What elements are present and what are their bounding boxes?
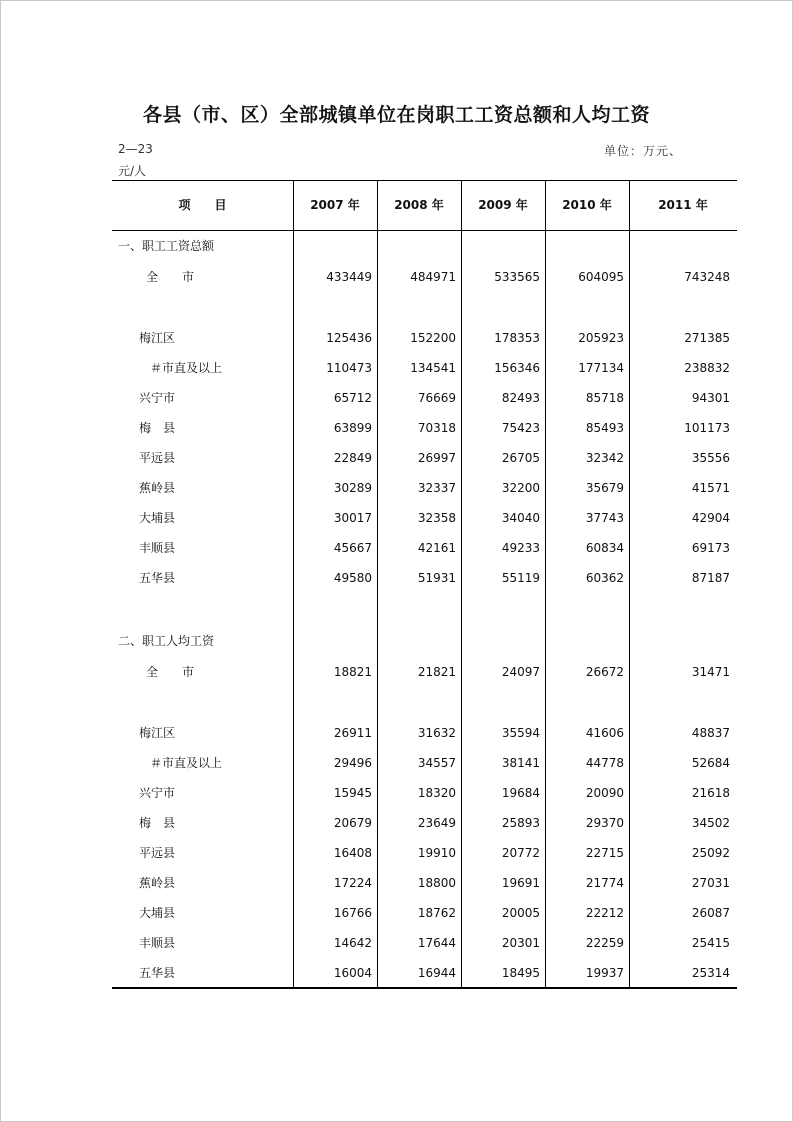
table-cell: 41606 [585, 726, 624, 740]
table-cell: 34557 [417, 756, 456, 770]
table-cell: 26672 [585, 665, 624, 679]
table-cell: 52684 [691, 756, 730, 770]
header-item: 项 目 [178, 198, 227, 212]
table-cell: 35594 [501, 726, 540, 740]
table-cell: 484971 [410, 270, 456, 284]
table-cell: 21618 [691, 786, 730, 800]
table-cell: 75423 [501, 421, 540, 435]
table-cell: 18495 [501, 966, 540, 980]
row-label: 梅 县 [139, 816, 176, 830]
header-year-2008: 2008 年 [394, 198, 444, 212]
header-year-2007: 2007 年 [310, 198, 360, 212]
table-cell: 32200 [501, 481, 540, 495]
table-cell: 25415 [691, 936, 730, 950]
section-heading: 一、职工工资总额 [118, 239, 215, 253]
table-cell: 29370 [585, 816, 624, 830]
table-cell: 26705 [501, 451, 540, 465]
table-cell: 18800 [417, 876, 456, 890]
row-label: 丰顺县 [139, 541, 176, 555]
table-cell: 82493 [501, 391, 540, 405]
table-cell: 20301 [501, 936, 540, 950]
table-cell: 85493 [585, 421, 624, 435]
table-cell: 29496 [333, 756, 372, 770]
table-cell: 101173 [684, 421, 730, 435]
table-number: 2—23 [118, 142, 153, 156]
row-label: 梅江区 [139, 331, 176, 345]
page-title: 各县（市、区）全部城镇单位在岗职工工资总额和人均工资 [142, 104, 650, 126]
table-cell: 134541 [410, 361, 456, 375]
row-label: 蕉岭县 [139, 876, 176, 890]
table-cell: 20090 [585, 786, 624, 800]
table-cell: 25092 [691, 846, 730, 860]
table-cell: 19910 [417, 846, 456, 860]
table-cell: 14642 [333, 936, 372, 950]
row-label: 丰顺县 [139, 936, 176, 950]
row-label: 五华县 [139, 571, 176, 585]
table-cell: 18320 [417, 786, 456, 800]
row-label: 兴宁市 [139, 786, 176, 800]
table-cell: 178353 [494, 331, 540, 345]
table-cell: 20679 [333, 816, 372, 830]
unit-label-continued: 元/人 [118, 164, 147, 178]
table-cell: 42904 [691, 511, 730, 525]
table-cell: 21774 [585, 876, 624, 890]
table-cell: 16004 [333, 966, 372, 980]
table-cell: 31632 [417, 726, 456, 740]
table-cell: 16408 [333, 846, 372, 860]
table-cell: 30017 [333, 511, 372, 525]
row-label: 平远县 [139, 846, 176, 860]
total-row-label: 全 市 [146, 270, 195, 284]
table-cell: 25314 [691, 966, 730, 980]
table-cell: 76669 [417, 391, 456, 405]
table-cell: 18821 [333, 665, 372, 679]
header-year-2009: 2009 年 [478, 198, 528, 212]
table-cell: 32342 [585, 451, 624, 465]
table-cell: 45667 [333, 541, 372, 555]
table-cell: 24097 [501, 665, 540, 679]
table-cell: 177134 [578, 361, 624, 375]
table-cell: 271385 [684, 331, 730, 345]
section-heading: 二、职工人均工资 [118, 634, 215, 648]
table-cell: 60834 [585, 541, 624, 555]
table-cell: 32358 [417, 511, 456, 525]
table-cell: 35556 [691, 451, 730, 465]
table-cell: 49580 [333, 571, 372, 585]
table-cell: 27031 [691, 876, 730, 890]
table-cell: 205923 [578, 331, 624, 345]
table-cell: 152200 [410, 331, 456, 345]
header-bottom-rule [112, 230, 737, 231]
header-year-2011: 2011 年 [658, 198, 708, 212]
row-label: 蕉岭县 [139, 481, 176, 495]
table-cell: 22212 [585, 906, 624, 920]
table-cell: 69173 [691, 541, 730, 555]
table-cell: 26911 [333, 726, 372, 740]
table-cell: 19691 [501, 876, 540, 890]
table-cell: 51931 [417, 571, 456, 585]
table-cell: 17224 [333, 876, 372, 890]
table-cell: 125436 [326, 331, 372, 345]
row-label: 五华县 [139, 966, 176, 980]
table-cell: 34040 [501, 511, 540, 525]
table-cell: 22849 [333, 451, 372, 465]
header-year-2010: 2010 年 [562, 198, 612, 212]
table-cell: 15945 [333, 786, 372, 800]
table-cell: 32337 [417, 481, 456, 495]
table-cell: 23649 [417, 816, 456, 830]
row-label: 梅 县 [139, 421, 176, 435]
table-cell: 26087 [691, 906, 730, 920]
total-row-label: 全 市 [146, 665, 195, 679]
table-cell: 604095 [578, 270, 624, 284]
table-cell: 20772 [501, 846, 540, 860]
table-cell: 22259 [585, 936, 624, 950]
table-cell: 22715 [585, 846, 624, 860]
table-cell: 94301 [691, 391, 730, 405]
row-label: 兴宁市 [139, 391, 176, 405]
table-cell: 35679 [585, 481, 624, 495]
table-cell: 20005 [501, 906, 540, 920]
row-label: 平远县 [139, 451, 176, 465]
table-cell: 41571 [691, 481, 730, 495]
table-cell: 65712 [333, 391, 372, 405]
table-cell: 60362 [585, 571, 624, 585]
table-bottom-rule [112, 987, 737, 989]
table-cell: 26997 [417, 451, 456, 465]
table-cell: 21821 [417, 665, 456, 679]
table-cell: 85718 [585, 391, 624, 405]
table-cell: 63899 [333, 421, 372, 435]
table-cell: 30289 [333, 481, 372, 495]
table-cell: 19937 [585, 966, 624, 980]
table-cell: 49233 [501, 541, 540, 555]
table-cell: 42161 [417, 541, 456, 555]
table-cell: 110473 [326, 361, 372, 375]
table-cell: 87187 [691, 571, 730, 585]
table-cell: 743248 [684, 270, 730, 284]
table-cell: 533565 [494, 270, 540, 284]
table-cell: 18762 [417, 906, 456, 920]
row-label: ＃市直及以上 [150, 756, 223, 770]
row-label: 大埔县 [139, 511, 176, 525]
row-label: 大埔县 [139, 906, 176, 920]
table-cell: 17644 [417, 936, 456, 950]
table-cell: 156346 [494, 361, 540, 375]
table-cell: 19684 [501, 786, 540, 800]
table-cell: 38141 [501, 756, 540, 770]
table-cell: 44778 [585, 756, 624, 770]
table-cell: 34502 [691, 816, 730, 830]
row-label: ＃市直及以上 [150, 361, 223, 375]
table-cell: 25893 [501, 816, 540, 830]
row-label: 梅江区 [139, 726, 176, 740]
table-cell: 433449 [326, 270, 372, 284]
table-cell: 37743 [585, 511, 624, 525]
table-cell: 16944 [417, 966, 456, 980]
table-cell: 31471 [691, 665, 730, 679]
unit-label: 单位：万元、 [604, 144, 683, 158]
table-cell: 70318 [417, 421, 456, 435]
table-cell: 48837 [691, 726, 730, 740]
table-cell: 55119 [501, 571, 540, 585]
table-cell: 238832 [684, 361, 730, 375]
table-cell: 16766 [333, 906, 372, 920]
